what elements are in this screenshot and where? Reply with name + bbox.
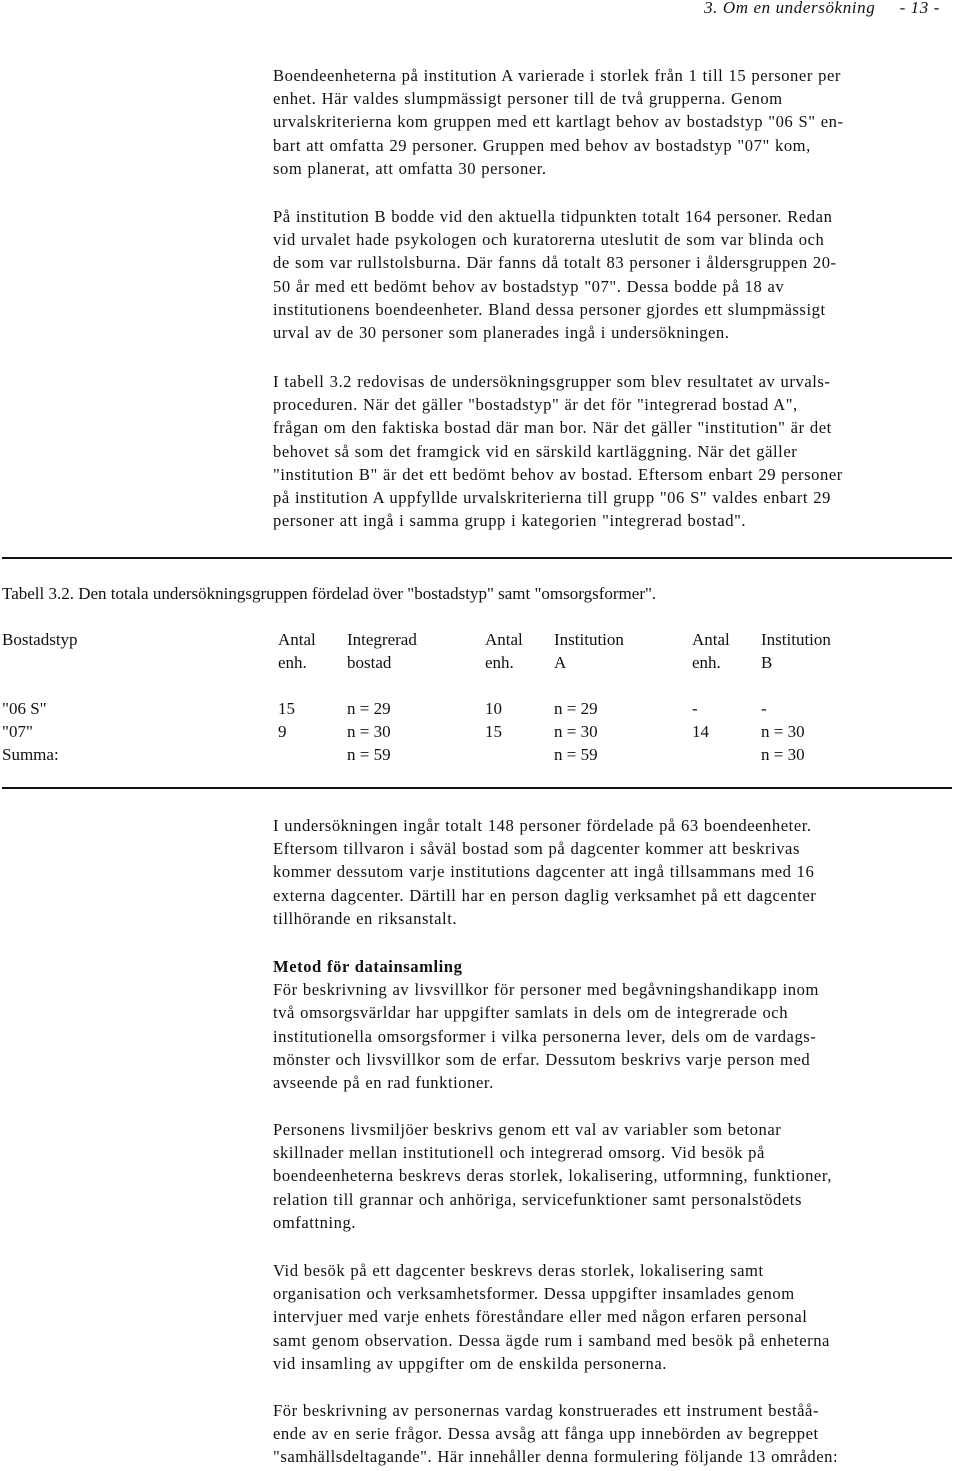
table-cell: n = 30 (761, 722, 805, 741)
text-line: relation till grannar och anhöriga, servicefunktioner samt personalstödets (273, 1189, 802, 1209)
method-section (273, 955, 945, 1094)
paragraph (273, 64, 945, 180)
body-text-lower-3 (273, 1118, 945, 1234)
text-line: som planerat, att omfatta 30 personer. (273, 158, 547, 178)
paragraph (273, 814, 945, 930)
paragraph (273, 205, 945, 344)
text-line: bart att omfatta 29 personer. Gruppen med behov av bostadstyp "07" kom, (273, 135, 811, 155)
text-line: två omsorgsvärldar har uppgifter samlats in dels om de integrerade och (273, 1003, 789, 1023)
column-header: Institution (761, 630, 831, 649)
body-text-lower-5 (273, 1399, 945, 1469)
text-line: Vid besök på ett dagcenter beskrevs deras storlek, lokalisering samt (273, 1261, 764, 1280)
text-line: omfattning. (273, 1212, 357, 1232)
table-cell: n = 59 (554, 745, 598, 764)
column-header: Antal (485, 630, 523, 649)
column-header: Institution (554, 630, 624, 649)
text-line: I tabell 3.2 redovisas de undersökningsgrupper som blev resultatet av urvals- (273, 372, 831, 391)
text-line: externa dagcenter. Därtill har en person daglig verksamhet på ett dagcenter (273, 885, 817, 905)
text-line: behovet så som det framgick vid en särskild kartläggning. När det gäller (273, 441, 798, 461)
text-line: urval av de 30 personer som planerades ingå i undersökningen. (273, 323, 730, 343)
column-header: Antal (278, 630, 316, 649)
text-line: kommer dessutom varje institutions dagcenter att ingå tillsammans med 16 (273, 862, 815, 882)
table-cell: 14 (692, 722, 709, 741)
text-line: på institution A uppfyllde urvalskriterierna till grupp "06 S" valdes enbart 29 (273, 488, 831, 508)
running-header: 3. Om en undersökning - 13 - (704, 0, 940, 17)
text-line: I undersökningen ingår totalt 148 personer fördelade på 63 boendeenheter. (273, 816, 812, 835)
table-cell: 10 (485, 699, 502, 718)
table-cell: n = 29 (347, 699, 391, 718)
text-line: samt genom observation. Dessa ägde rum i samband med besök på enheterna (273, 1330, 830, 1350)
text-line: personer att ingå i samma grupp i kategorien "integrerad bostad". (273, 511, 747, 531)
text-line: avseende på en rad funktioner. (273, 1073, 494, 1093)
column-header: B (761, 653, 773, 672)
text-line: skillnader mellan institutionell och integrerad omsorg. Vid besök på (273, 1143, 765, 1163)
table-cell: - (692, 699, 698, 718)
body-text-upper (273, 64, 945, 180)
table-cell: n = 30 (347, 722, 391, 741)
paragraph (273, 1399, 945, 1469)
table-cell: n = 29 (554, 699, 598, 718)
text-line: urvalskriterierna kom gruppen med ett kartlagt behov av bostadstyp "06 S" en- (273, 112, 844, 132)
text-line: mönster och livsvillkor som de erfar. Dessutom beskrivs varje person med (273, 1049, 811, 1069)
text-line: enhet. Här valdes slumpmässigt personer till de två grupperna. Genom (273, 89, 783, 109)
text-line: tillhörande en riksanstalt. (273, 908, 458, 928)
table-cell: "07" (2, 722, 33, 741)
text-line: vid urvalet hade psykologen och kuratorerna uteslutit de som var blinda och (273, 230, 825, 250)
table-cell: Summa: (2, 745, 59, 764)
column-header: enh. (278, 653, 307, 672)
section-heading: Metod för datainsamling (273, 957, 463, 976)
text-line: 50 år med ett bedömt behov av bostadstyp "07". Dessa bodde på 18 av (273, 276, 785, 296)
column-header: Antal (692, 630, 730, 649)
table-cell: n = 59 (347, 745, 391, 764)
text-line: För beskrivning av personernas vardag konstruerades ett instrument beståå- (273, 1401, 820, 1420)
body-text-lower (273, 814, 945, 930)
text-line: Eftersom tillvaron i såväl bostad som på dagcenter kommer att beskrivas (273, 839, 800, 859)
body-text-upper-3 (273, 370, 945, 532)
column-header: Bostadstyp (2, 630, 78, 649)
text-line: vid insamling av uppgifter om de enskilda personerna. (273, 1353, 667, 1373)
table-cell: 15 (485, 722, 502, 741)
text-line: intervjuer med varje enhets föreståndare eller med någon erfaren personal (273, 1307, 808, 1327)
column-header: bostad (347, 653, 392, 672)
text-line: På institution B bodde vid den aktuella tidpunkten totalt 164 personer. Redan (273, 207, 833, 226)
table-cell: n = 30 (761, 745, 805, 764)
text-line: Personens livsmiljöer beskrivs genom ett val av variabler som betonar (273, 1120, 782, 1139)
text-line: "samhällsdeltagande". Här innehåller denna formulering följande 13 områden: (273, 1447, 839, 1467)
text-line: "institution B" är det ett bedömt behov av bostad. Eftersom enbart 29 personer (273, 464, 843, 484)
text-line: institutionens boendeenheter. Bland dessa personer gjordes ett slumpmässigt (273, 299, 826, 319)
table-cell: - (761, 699, 767, 718)
table-cell: 9 (278, 722, 287, 741)
table-cell: "06 S" (2, 699, 47, 718)
paragraph (273, 1118, 945, 1234)
text-line: ende av en serie frågor. Dessa avsåg att fånga upp innebörden av begreppet (273, 1424, 819, 1444)
text-line: För beskrivning av livsvillkor för personer med begåvningshandikapp inom (273, 980, 819, 1000)
table-cell: n = 30 (554, 722, 598, 741)
table-top-rule (2, 557, 952, 559)
text-line: de som var rullstolsburna. Där fanns då totalt 83 personer i åldersgruppen 20- (273, 253, 837, 273)
text-line: organisation och verksamhetsformer. Dessa uppgifter insamlades genom (273, 1284, 795, 1304)
text-line: proceduren. När det gäller "bostadstyp" är det för "integrerad bostad A", (273, 395, 798, 415)
body-text-upper-2 (273, 205, 945, 344)
body-text-lower-4 (273, 1259, 945, 1375)
column-header: enh. (692, 653, 721, 672)
text-line: boendeenheterna beskrevs deras storlek, lokalisering, utformning, funktioner, (273, 1166, 832, 1186)
table-bottom-rule (2, 787, 952, 789)
text-line: frågan om den faktiska bostad där man bor. När det gäller "institution" är det (273, 418, 832, 438)
paragraph (273, 978, 945, 1094)
text-line: Boendeenheterna på institution A varierade i storlek från 1 till 15 personer per (273, 66, 841, 85)
table-cell: 15 (278, 699, 295, 718)
table-caption: Tabell 3.2. Den totala undersökningsgruppen fördelad över "bostadstyp" samt "omsorgsformer". (2, 584, 657, 603)
column-header: Integrerad (347, 630, 417, 649)
text-line: institutionella omsorgsformer i vilka personerna lever, dels om de vardags- (273, 1026, 817, 1046)
column-header: enh. (485, 653, 514, 672)
paragraph (273, 1259, 945, 1375)
column-header: A (554, 653, 567, 672)
paragraph (273, 370, 945, 532)
